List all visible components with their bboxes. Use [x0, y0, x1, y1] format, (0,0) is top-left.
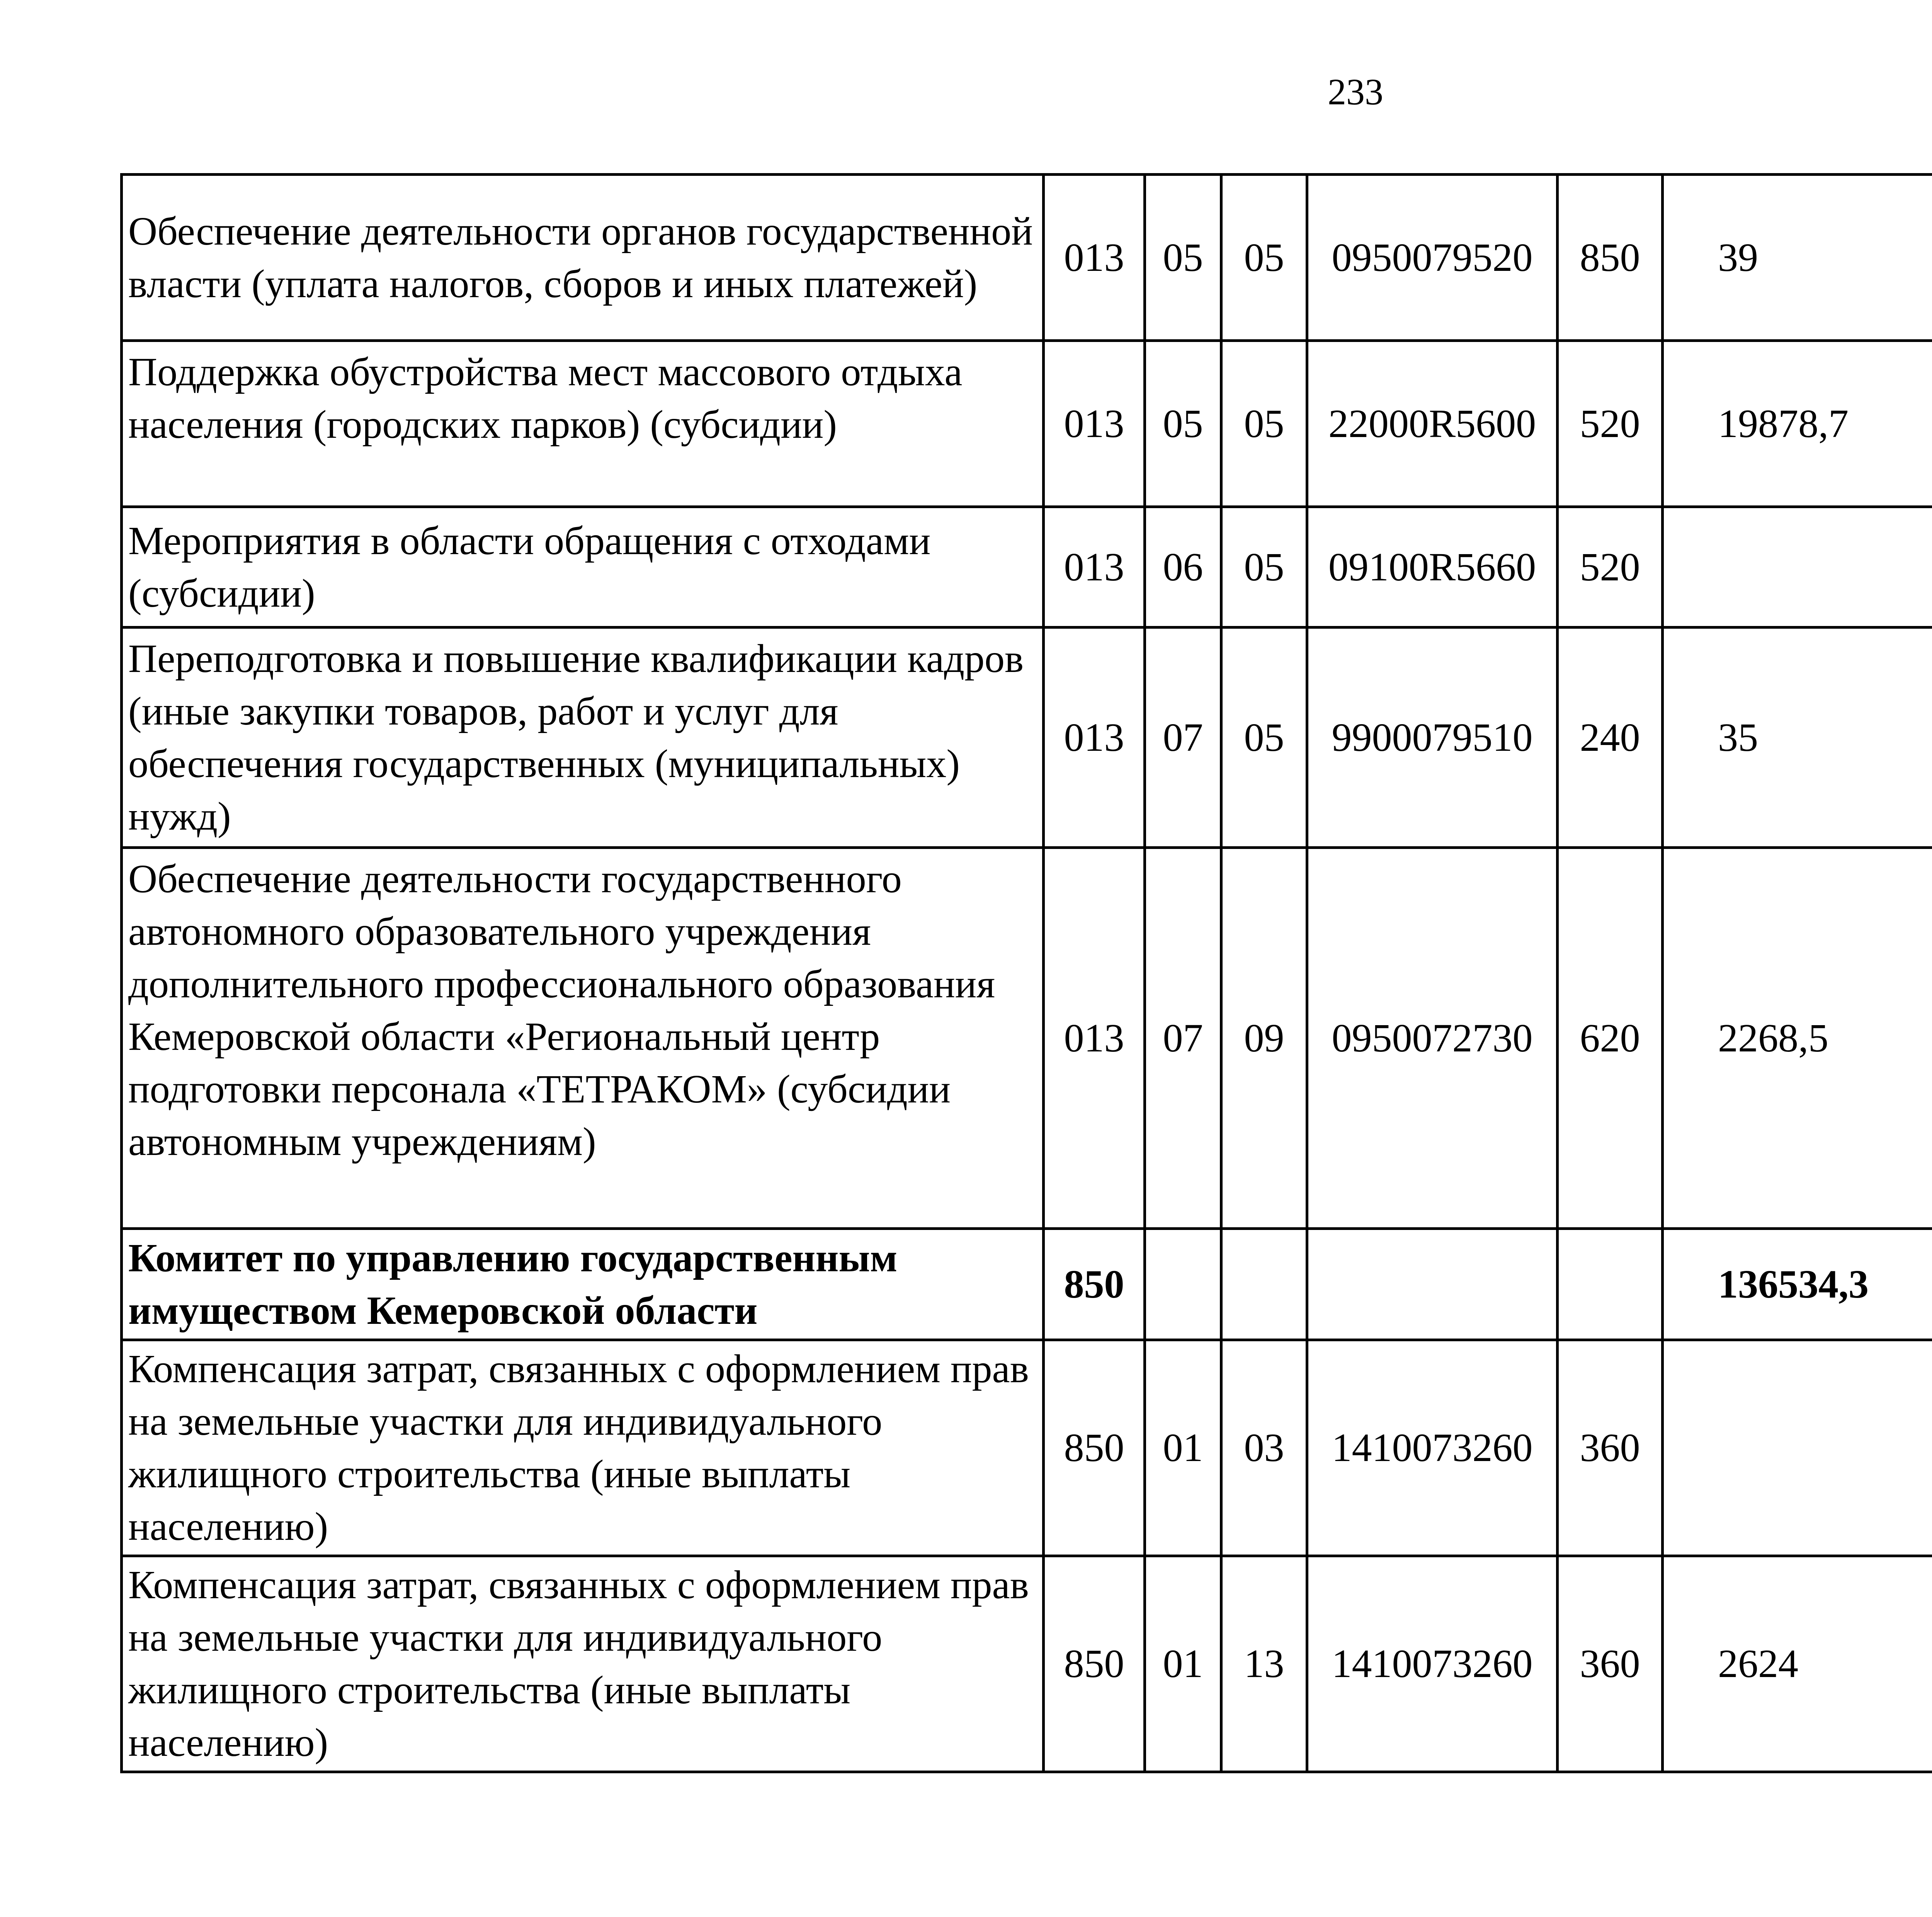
subsection-code: 09: [1221, 848, 1307, 1229]
section-code: 05: [1145, 341, 1221, 507]
section-code: 07: [1145, 628, 1221, 848]
amount-year-1: 136534,3: [1663, 1229, 1932, 1340]
amount-year-1: 35: [1663, 628, 1932, 848]
department-code: 850: [1044, 1556, 1145, 1772]
expense-type-code: 620: [1558, 848, 1663, 1229]
expense-type-code: 240: [1558, 628, 1663, 848]
page-number: 233: [1328, 71, 1383, 112]
department-code: 013: [1044, 848, 1145, 1229]
table-row: [122, 1340, 1932, 1556]
row-description: Компенсация затрат, связанных с оформлением прав на земельные участки для индивидуального жилищного строительства (иные выплаты населению): [122, 1340, 1044, 1556]
row-description: Поддержка обустройства мест массового отдыха населения (городских парков) (субсидии): [122, 341, 1044, 507]
amount-year-1: 2268,5: [1663, 848, 1932, 1229]
department-code: 013: [1044, 341, 1145, 507]
section-code: 05: [1145, 175, 1221, 341]
target-article-code: 1410073260: [1307, 1556, 1558, 1772]
subsection-code: 05: [1221, 175, 1307, 341]
subsection-code: 05: [1221, 507, 1307, 628]
section-code: 01: [1145, 1556, 1221, 1772]
row-description: Комитет по управлению государственным имуществом Кемеровской области: [122, 1229, 1044, 1340]
expense-type-code: 360: [1558, 1556, 1663, 1772]
target-article-code: 22000R5600: [1307, 341, 1558, 507]
target-article-code: 0950079520: [1307, 175, 1558, 341]
expense-type-code: [1558, 1229, 1663, 1340]
section-code: 01: [1145, 1340, 1221, 1556]
row-description: Обеспечение деятельности государственного автономного образовательного учреждения дополнительного профессионального образования Кемеровской области «Региональный центр подготовки персонала «ТЕТРАКОМ» (субсидии автономным учреждениям): [122, 848, 1044, 1229]
target-article-code: [1307, 1229, 1558, 1340]
table-row: [122, 1556, 1932, 1772]
department-code: 013: [1044, 175, 1145, 341]
row-description: Обеспечение деятельности органов государственной власти (уплата налогов, сборов и иных платежей): [122, 175, 1044, 341]
row-description: Компенсация затрат, связанных с оформлением прав на земельные участки для индивидуального жилищного строительства (иные выплаты населению): [122, 1556, 1044, 1772]
budget-table: [120, 173, 1932, 1773]
table-row: [122, 848, 1932, 1229]
subsection-code: [1221, 1229, 1307, 1340]
section-code: [1145, 1229, 1221, 1340]
table-row-department-total: [122, 1229, 1932, 1340]
table-row: [122, 628, 1932, 848]
expense-type-code: 520: [1558, 507, 1663, 628]
target-article-code: 09100R5660: [1307, 507, 1558, 628]
target-article-code: 1410073260: [1307, 1340, 1558, 1556]
department-code: 013: [1044, 507, 1145, 628]
amount-year-1: [1663, 507, 1932, 628]
amount-year-1: 2624: [1663, 1556, 1932, 1772]
table-row: [122, 341, 1932, 507]
table-row: [122, 175, 1932, 341]
department-code: 013: [1044, 628, 1145, 848]
amount-year-1: 39: [1663, 175, 1932, 341]
department-code: 850: [1044, 1340, 1145, 1556]
row-description: Переподготовка и повышение квалификации кадров (иные закупки товаров, работ и услуг для обеспечения государственных (муниципальных) нужд): [122, 628, 1044, 848]
amount-year-1: 19878,7: [1663, 341, 1932, 507]
section-code: 07: [1145, 848, 1221, 1229]
row-description: Мероприятия в области обращения с отходами (субсидии): [122, 507, 1044, 628]
table-row: [122, 507, 1932, 628]
expense-type-code: 360: [1558, 1340, 1663, 1556]
amount-year-1: [1663, 1340, 1932, 1556]
target-article-code: 0950072730: [1307, 848, 1558, 1229]
section-code: 06: [1145, 507, 1221, 628]
target-article-code: 9900079510: [1307, 628, 1558, 848]
subsection-code: 03: [1221, 1340, 1307, 1556]
subsection-code: 05: [1221, 341, 1307, 507]
subsection-code: 13: [1221, 1556, 1307, 1772]
subsection-code: 05: [1221, 628, 1307, 848]
expense-type-code: 520: [1558, 341, 1663, 507]
department-code: 850: [1044, 1229, 1145, 1340]
expense-type-code: 850: [1558, 175, 1663, 341]
